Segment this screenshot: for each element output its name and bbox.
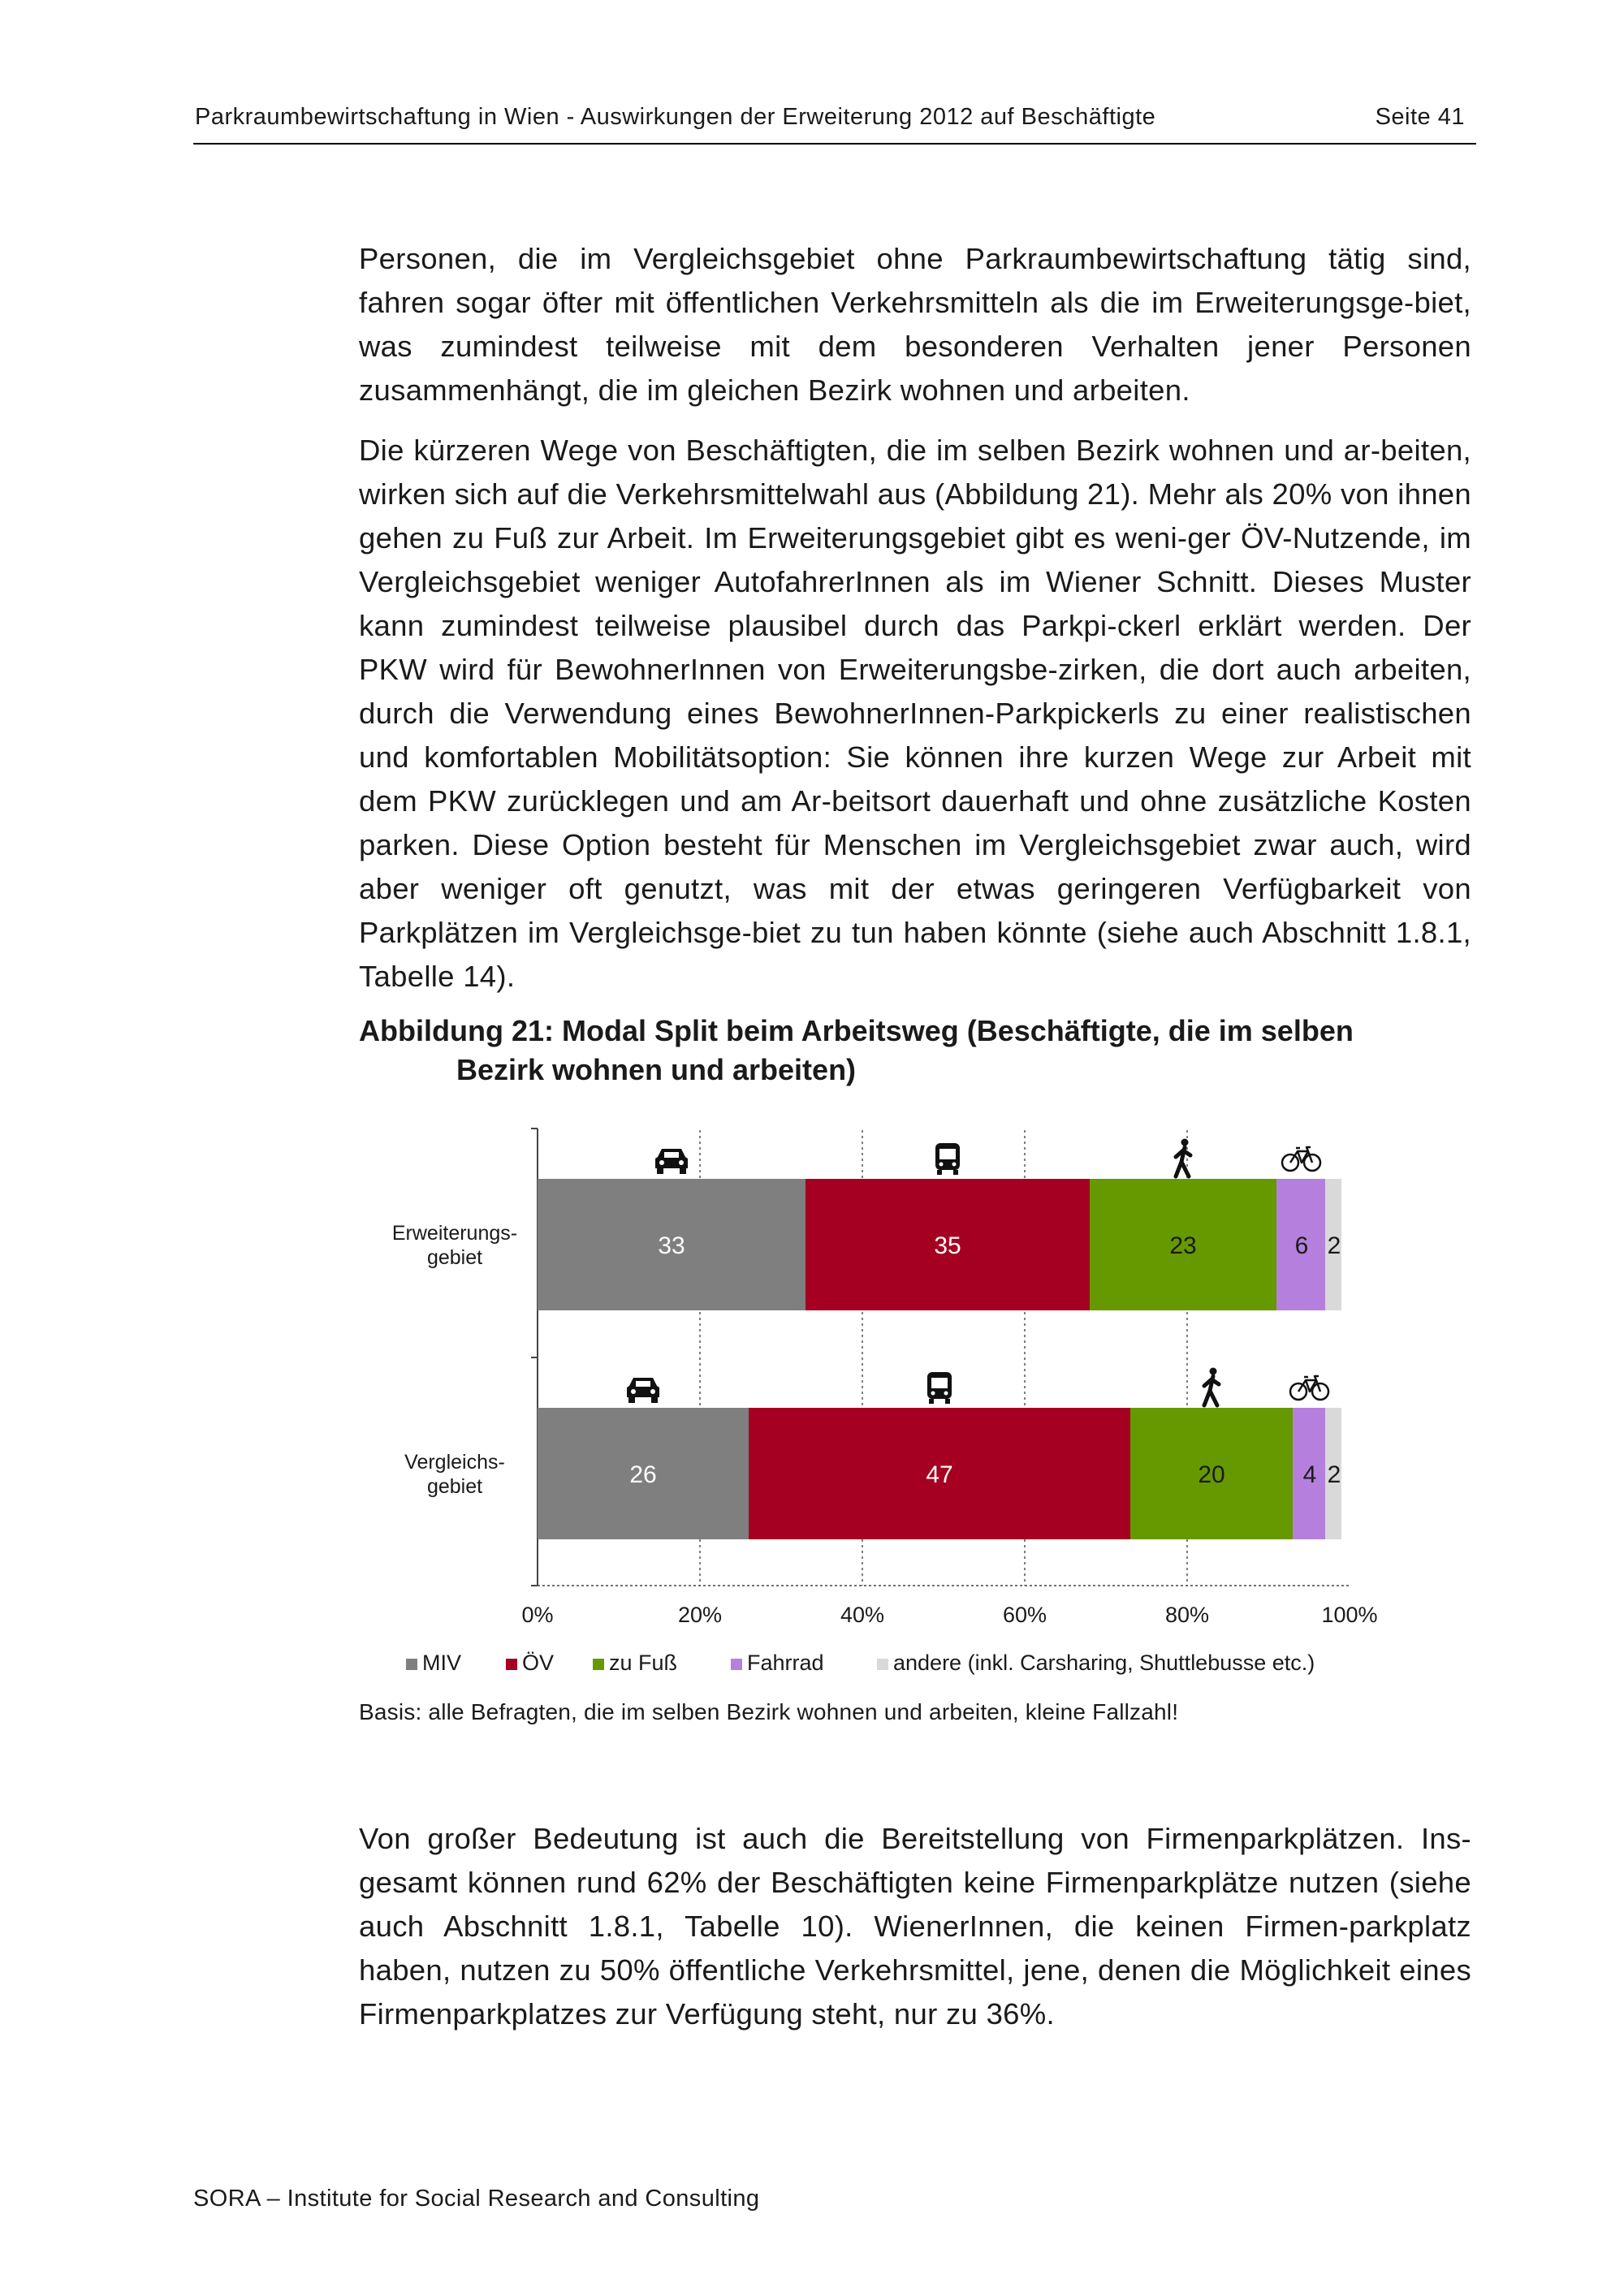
paragraph-3: Von großer Bedeutung ist auch die Bereitstellung von Firmenparkplätzen. Ins-gesamt können rund 62% der Beschäftigten keine Firmenparkplätze nutzen (siehe auch Abschnitt 1.8.1, Tabelle 10). WienerInnen, die keinen Firmen-parkplatz haben, nutzen zu 50% öffentliche Verkehrsmittel, jene, denen die Möglichkeit eines Firmenparkplatzes zur Verfügung steht, nur zu 36%.: [359, 1822, 1471, 2031]
bar-value-label: 2: [1327, 1461, 1341, 1488]
legend-swatch: [506, 1659, 517, 1670]
category-label: Erweiterungs-: [391, 1222, 518, 1245]
pedestrian-body: [1176, 1147, 1190, 1176]
x-tick-label: 100%: [1321, 1603, 1378, 1627]
x-tick-label: 40%: [840, 1603, 885, 1627]
car-window: [664, 1152, 679, 1158]
bus-window: [939, 1149, 956, 1159]
car-body: [627, 1378, 659, 1397]
pedestrian-head: [1181, 1139, 1189, 1146]
page-number: Seite 41: [1375, 104, 1465, 130]
bar-value-label: 4: [1302, 1461, 1317, 1488]
bus-light: [952, 1163, 957, 1167]
bus-window: [931, 1378, 948, 1388]
bar-value-label: 2: [1327, 1232, 1341, 1259]
bus-wheel: [937, 1170, 942, 1175]
bus-light: [939, 1163, 944, 1167]
car-icon: [655, 1149, 688, 1174]
figure-caption-line-1: Abbildung 21: Modal Split beim Arbeitsweg (Beschäftigte, die im selben: [359, 1014, 1354, 1047]
legend-label: MIV: [422, 1651, 462, 1675]
pedestrian-icon: [1176, 1139, 1190, 1177]
bar-value-label: 26: [629, 1461, 657, 1488]
x-tick-label: 20%: [677, 1603, 723, 1627]
car-headlight: [679, 1160, 684, 1165]
legend-label: Fahrrad: [747, 1651, 824, 1675]
x-tick-label: 0%: [521, 1603, 554, 1627]
paragraph-2: Die kürzeren Wege von Beschäftigten, die im selben Bezirk wohnen und ar-beiten, wirken sich auf die Verkehrsmittelwahl aus (Abbildung 21). Mehr als 20% von ihnen gehen zu Fuß zur Arbeit. Im Erweiterungsgebiet gibt es weni-ger ÖV-Nutzende, im Vergleichsgebiet weniger AutofahrerInnen als im Wiener Schnitt. Dieses Muster kann zumindest teilweise plausibel durch das Parkpi-ckerl erklärt werden. Der PKW wird für BewohnerInnen von Erweiterungsbe-zirken, die dort auch arbeiten, durch die Verwendung eines BewohnerInnen-Parkpickerls zu einer realistischen und komfortablen Mobilitätsoption: Sie können ihre kurzen Wege zur Arbeit mit dem PKW zurücklegen und am Ar-beitsort dauerhaft und ohne zusätzliche Kosten parken. Diese Option besteht für Menschen im Vergleichsgebiet zwar auch, wird aber weniger oft genutzt, was mit der etwas geringeren Verfügbarkeit von Parkplätzen im Vergleichsge-biet zu tun haben könnte (siehe auch Abschnitt 1.8.1, Tabelle 14).: [359, 434, 1471, 993]
x-tick-label: 60%: [1002, 1603, 1047, 1627]
legend-label: zu Fuß: [609, 1651, 678, 1675]
legend-label: ÖV: [522, 1651, 555, 1675]
car-wheel: [628, 1397, 635, 1403]
legend-swatch: [406, 1659, 417, 1670]
x-tick-label: 80%: [1164, 1603, 1210, 1627]
legend-swatch: [877, 1659, 888, 1670]
bar-value-label: 33: [658, 1232, 685, 1259]
bus-icon: [935, 1143, 960, 1175]
figure-basis-note: Basis: alle Befragten, die im selben Bezirk wohnen und arbeiten, kleine Fallzahl!: [359, 1699, 1179, 1724]
bus-wheel: [945, 1399, 950, 1404]
bicycle-icon: [1290, 1376, 1328, 1400]
figure-caption: [359, 1012, 1479, 1090]
car-window: [636, 1381, 650, 1387]
bicycle-icon: [1282, 1147, 1320, 1171]
car-body: [655, 1149, 688, 1168]
header-title: Parkraumbewirtschaftung in Wien - Auswirkungen der Erweiterung 2012 auf Beschäftigte: [195, 104, 1156, 130]
car-headlight: [659, 1160, 664, 1165]
pedestrian-body: [1204, 1376, 1219, 1405]
modal-split-chart: [357, 1112, 1413, 1697]
figure-caption-line-2: Bezirk wohnen und arbeiten): [456, 1053, 857, 1086]
page-footer: SORA – Institute for Social Research and Consulting: [193, 2186, 760, 2212]
car-wheel: [651, 1397, 658, 1403]
page-header: [193, 104, 1476, 145]
pedestrian-icon: [1204, 1368, 1219, 1406]
category-label: gebiet: [426, 1475, 483, 1498]
bar-value-label: 47: [926, 1461, 953, 1488]
pedestrian-head: [1210, 1368, 1217, 1375]
bus-wheel: [953, 1170, 958, 1175]
car-icon: [627, 1378, 659, 1403]
car-wheel: [680, 1168, 686, 1174]
bar-value-label: 35: [934, 1232, 961, 1259]
car-wheel: [657, 1168, 663, 1174]
bar-value-label: 20: [1198, 1461, 1225, 1488]
bus-light: [944, 1392, 948, 1396]
bus-wheel: [929, 1399, 934, 1404]
category-label: Vergleichs-: [404, 1451, 505, 1474]
bus-icon: [927, 1372, 952, 1404]
legend-swatch: [593, 1659, 604, 1670]
car-headlight: [650, 1389, 655, 1394]
bar-value-label: 6: [1294, 1232, 1309, 1259]
category-label: gebiet: [426, 1246, 483, 1269]
bus-light: [931, 1392, 935, 1396]
bar-value-label: 23: [1169, 1232, 1197, 1259]
legend-label: andere (inkl. Carsharing, Shuttlebusse etc.): [893, 1651, 1315, 1675]
legend-swatch: [731, 1659, 742, 1670]
car-headlight: [631, 1389, 636, 1394]
paragraph-1: Personen, die im Vergleichsgebiet ohne Parkraumbewirtschaftung tätig sind, fahren sogar öfter mit öffentlichen Verkehrsmitteln als die im Erweiterungsge-biet, was zumindest teilweise mit dem besonderen Verhalten jener Personen zusammenhängt, die im gleichen Bezirk wohnen und arbeiten.: [359, 242, 1471, 407]
